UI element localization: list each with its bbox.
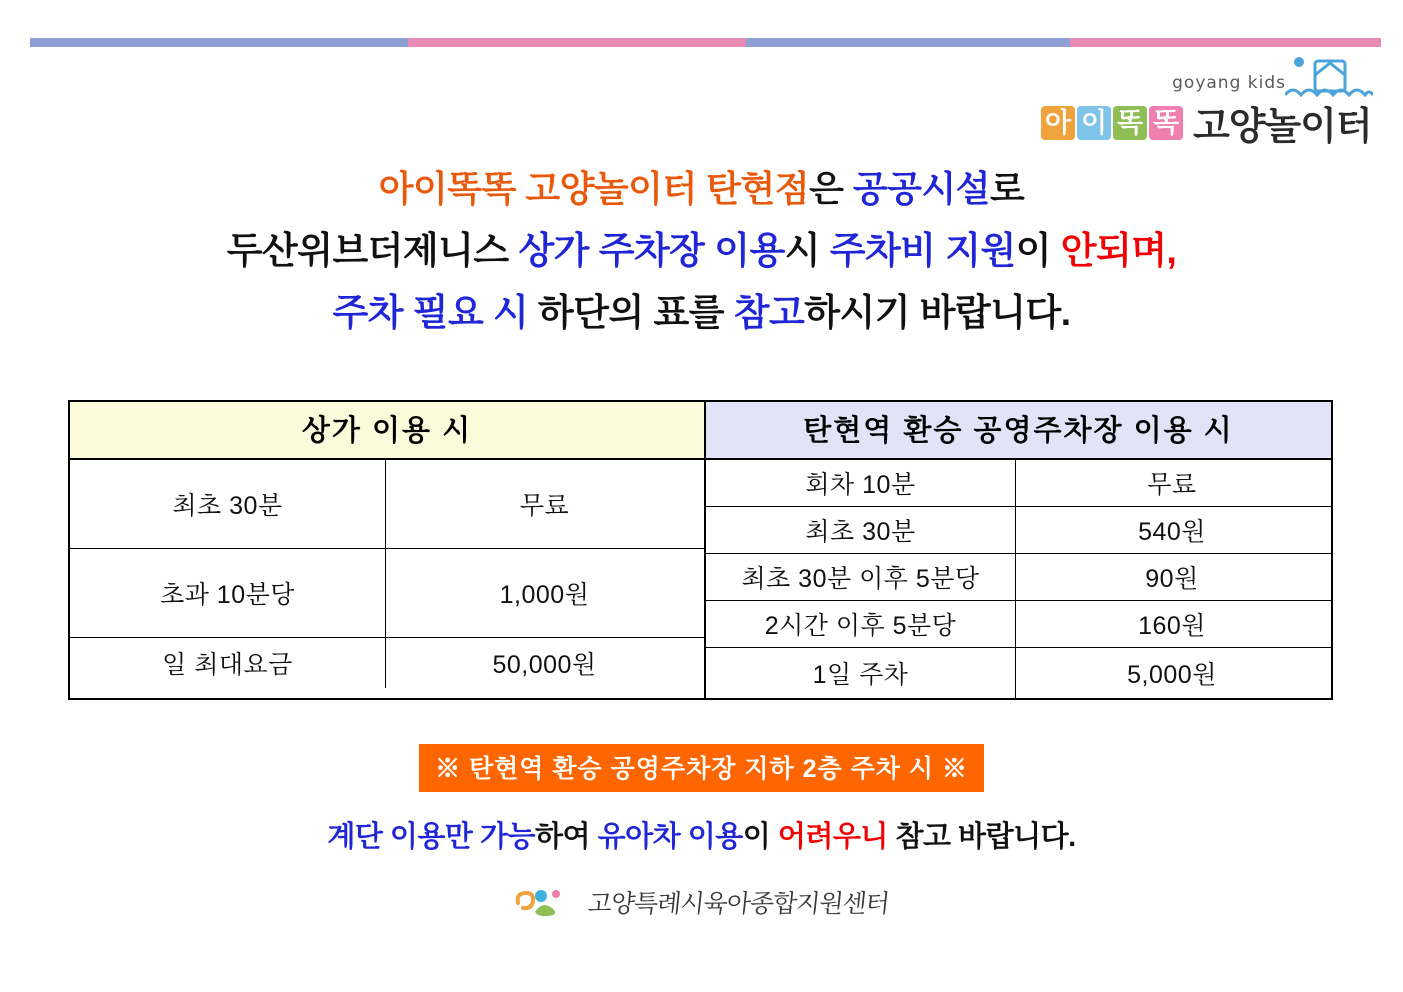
cell-value: 540원 <box>1138 518 1206 546</box>
cell-value: 무료 <box>1147 471 1197 499</box>
logo-block-1: 아 <box>1041 106 1075 140</box>
logo-wordmark <box>1041 95 1372 150</box>
logo-name-text: 고양놀이터 <box>1193 106 1372 148</box>
headline-2-run-4: 주차비 지원 <box>829 230 1016 271</box>
headline-2-run-2: 상가 주차장 이용 <box>518 230 785 271</box>
cell-label: 회차 10분 <box>706 460 1016 506</box>
notice-sub-run-4: 이 <box>742 821 778 853</box>
notice-sub-run-6: 참고 바랍니다. <box>887 821 1076 853</box>
cell-value: 5,000원 <box>1127 661 1217 689</box>
headline-2-run-5: 이 <box>1015 230 1061 271</box>
table-row <box>706 601 1331 648</box>
headline-1-run-1: 아이똑똑 고양놀이터 탄현점 <box>378 168 810 209</box>
headline-2-run-1: 두산위브더제니스 <box>226 230 519 271</box>
cell-label: 최초 30분 <box>70 460 386 548</box>
headline-3-run-2: 하단의 표를 <box>538 292 734 333</box>
brand-logo <box>1041 55 1381 148</box>
cell-value: 1,000원 <box>499 581 590 609</box>
bar-segment-blue <box>30 38 408 47</box>
headline-1-run-2: 은 <box>809 168 853 209</box>
table-row <box>706 648 1331 698</box>
cell-value: 50,000원 <box>492 651 597 679</box>
notice-subtext <box>0 814 1403 855</box>
bar-segment-blue-2 <box>746 38 1070 47</box>
cell-label: 일 최대요금 <box>70 638 386 688</box>
bar-segment-pink-2 <box>1070 38 1381 47</box>
cell-value: 160원 <box>1138 612 1206 640</box>
headline-2-run-3: 시 <box>784 230 830 271</box>
headline-1-run-4: 로 <box>989 168 1025 209</box>
table-right-header: 탄현역 환승 공영주차장 이용 시 <box>706 402 1331 460</box>
footer-logo-text: 고양특례시육아종합지원센터 <box>586 889 891 918</box>
playground-arch-icon <box>1285 55 1373 97</box>
cell-label: 초과 10분당 <box>70 549 386 637</box>
footer-logo <box>0 884 1403 924</box>
table-row <box>70 460 704 549</box>
headline-1-run-3: 공공시설 <box>852 168 990 209</box>
headline-3-run-3: 참고 <box>733 292 805 333</box>
table-row <box>70 638 704 688</box>
cell-label: 최초 30분 <box>706 507 1016 553</box>
table-row <box>706 507 1331 554</box>
logo-block-3: 똑 <box>1113 106 1147 140</box>
cell-label: 최초 30분 이후 5분당 <box>706 554 1016 600</box>
headline-3-run-4: 하시기 바랍니다. <box>804 292 1071 333</box>
cell-value: 무료 <box>519 492 570 520</box>
cell-label: 1일 주차 <box>706 648 1016 698</box>
notice-sub-run-5: 어려우니 <box>777 821 888 853</box>
notice-block <box>0 744 1403 855</box>
cell-label: 2시간 이후 5분당 <box>706 601 1016 647</box>
logo-kids-text: goyang kids <box>1172 73 1286 93</box>
notice-sub-run-3: 유아차 이용 <box>597 821 743 853</box>
headline-3-run-1: 주차 필요 시 <box>332 292 539 333</box>
table-row <box>706 460 1331 507</box>
logo-block-4: 똑 <box>1149 106 1183 140</box>
table-left-header: 상가 이용 시 <box>70 402 704 460</box>
notice-sub-run-2: 하여 <box>535 821 598 853</box>
cell-value: 90원 <box>1145 565 1199 593</box>
headline-block <box>0 158 1403 344</box>
table-row <box>706 554 1331 601</box>
table-row <box>70 549 704 638</box>
bar-segment-pink <box>408 38 746 47</box>
table-left-section <box>70 402 706 698</box>
logo-syllable-blocks <box>1041 106 1185 140</box>
notice-sub-run-1: 계단 이용만 가능 <box>327 821 536 853</box>
headline-line-3 <box>0 282 1403 344</box>
headline-2-run-6: 안되며, <box>1060 230 1177 271</box>
center-mark-icon <box>514 885 576 919</box>
logo-block-2: 이 <box>1077 106 1111 140</box>
notice-badge: ※ 탄현역 환승 공영주차장 지하 2층 주차 시 ※ <box>419 744 984 792</box>
top-decorative-bar <box>30 38 1381 47</box>
table-right-section <box>706 402 1331 698</box>
headline-line-2 <box>0 220 1403 282</box>
parking-fee-table <box>68 400 1333 700</box>
headline-line-1 <box>0 158 1403 220</box>
